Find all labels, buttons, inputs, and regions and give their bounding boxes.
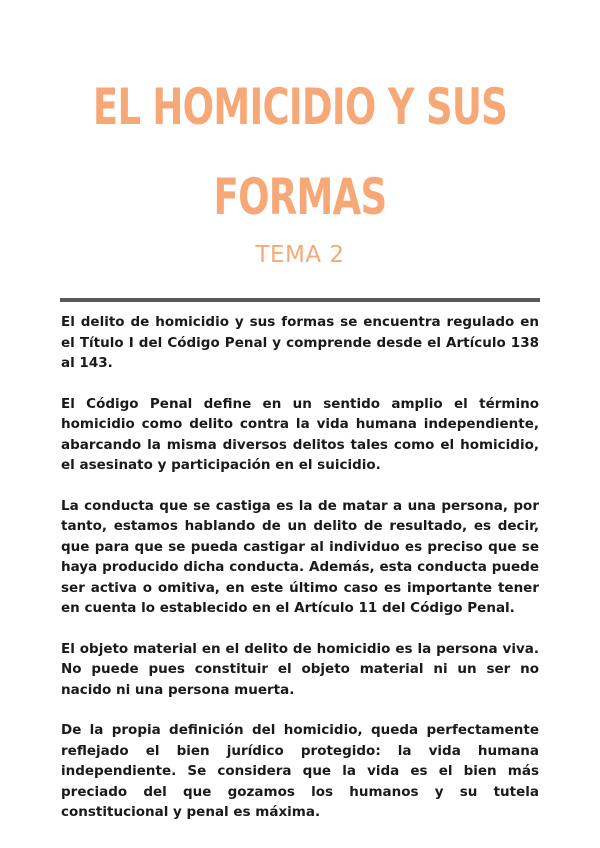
paragraph: La conducta que se castiga es la de matar a una persona, por tanto, estamos hablando de un delito de resultado, es decir, que para que se pueda castigar al individuo es preciso que se haya producido dicha conducta. Además, esta conducta puede ser activa o omitiva, en este último caso es importante tener en cuenta lo establecido en el Artículo 11 del Código Penal. bbox=[61, 497, 539, 616]
title-line-2: FORMAS bbox=[213, 168, 387, 226]
document-body bbox=[61, 312, 539, 843]
paragraph: El Código Penal define en un sentido amplio el término homicidio como delito contra la vida humana independiente, abarcando la misma diversos delitos tales como el homicidio, el asesinato y participación en el suicidio. bbox=[61, 395, 539, 473]
paragraph: De la propia definición del homicidio, queda perfectamente reflejado el bien jurídico protegido: la vida humana independiente. Se considera que la vida es el bien más preciado del que gozamos los humanos y su tutela constitucional y penal es máxima. bbox=[61, 722, 539, 820]
paragraph: El objeto material en el delito de homicidio es la persona viva. No puede pues constituir el objeto material ni un ser no nacido ni una persona muerta. bbox=[61, 640, 539, 698]
title-divider bbox=[60, 298, 540, 302]
paragraph: El delito de homicidio y sus formas se encuentra regulado en el Título I del Código Penal y comprende desde el Artículo 138 al 143. bbox=[61, 314, 539, 371]
page-title bbox=[78, 62, 522, 242]
title-line-1: EL HOMICIDIO Y SUS bbox=[92, 78, 508, 136]
page-subtitle: TEMA 2 bbox=[255, 242, 345, 268]
